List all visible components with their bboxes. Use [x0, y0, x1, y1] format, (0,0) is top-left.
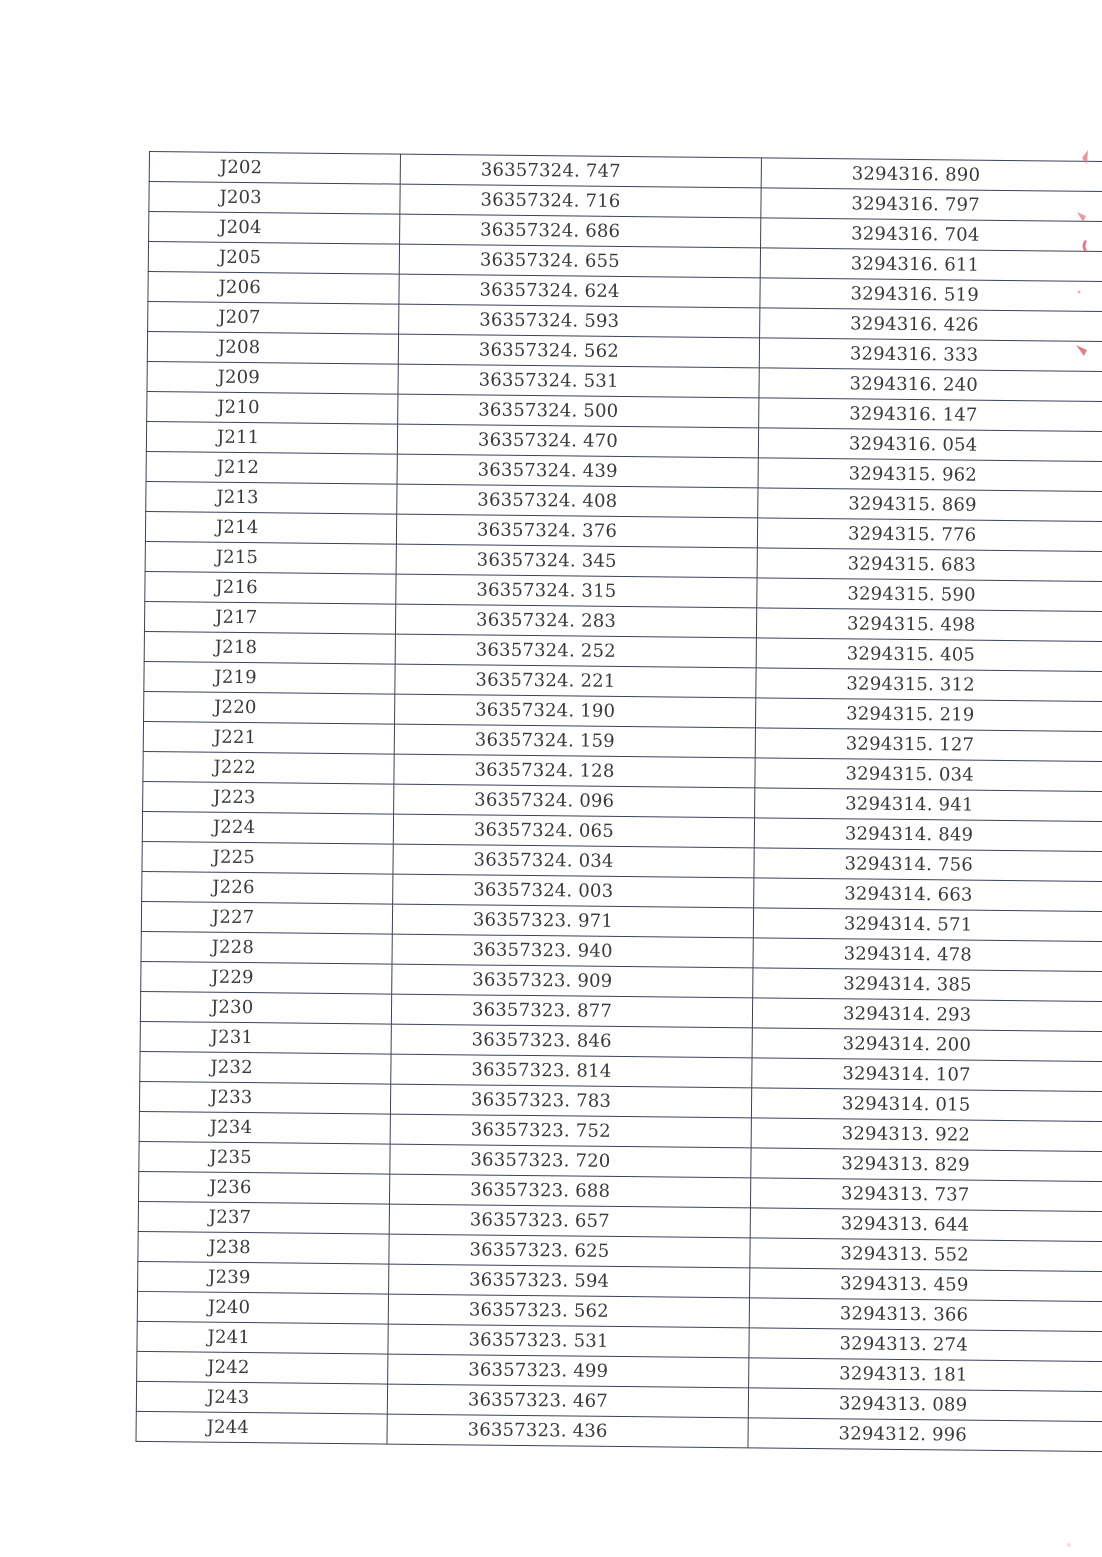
x-coordinate-cell: 36357324. 531 [398, 364, 759, 398]
x-coordinate-cell: 36357324. 283 [395, 604, 756, 638]
x-coordinate-cell: 36357324. 034 [393, 844, 754, 878]
y-coordinate-cell: 3294313. 274 [749, 1328, 1102, 1362]
y-coordinate-cell: 3294314. 385 [753, 968, 1102, 1002]
x-coordinate-cell: 36357324. 747 [400, 154, 761, 188]
point-id-cell: J238 [138, 1231, 389, 1264]
point-id-cell: J223 [143, 781, 394, 814]
point-id-cell: J233 [139, 1081, 390, 1114]
x-coordinate-cell: 36357324. 003 [393, 874, 754, 908]
point-id-cell: J244 [136, 1411, 387, 1444]
point-id-cell: J212 [146, 451, 397, 484]
x-coordinate-cell: 36357324. 686 [400, 214, 761, 248]
y-coordinate-cell: 3294314. 107 [752, 1058, 1102, 1092]
x-coordinate-cell: 36357324. 315 [396, 574, 757, 608]
point-id-cell: J225 [142, 841, 393, 874]
x-coordinate-cell: 36357323. 940 [392, 934, 753, 968]
x-coordinate-cell: 36357323. 499 [388, 1354, 749, 1388]
x-coordinate-cell: 36357324. 562 [398, 334, 759, 368]
x-coordinate-cell: 36357323. 625 [389, 1234, 750, 1268]
x-coordinate-cell: 36357323. 752 [390, 1114, 751, 1148]
x-coordinate-cell: 36357323. 531 [388, 1324, 749, 1358]
y-coordinate-cell: 3294314. 478 [753, 938, 1102, 972]
x-coordinate-cell: 36357324. 159 [394, 724, 755, 758]
x-coordinate-cell: 36357323. 814 [391, 1054, 752, 1088]
point-id-cell: J218 [144, 631, 395, 664]
point-id-cell: J206 [148, 271, 399, 304]
x-coordinate-cell: 36357323. 467 [387, 1384, 748, 1418]
point-id-cell: J210 [147, 391, 398, 424]
y-coordinate-cell: 3294314. 941 [755, 788, 1102, 822]
y-coordinate-cell: 3294316. 426 [760, 308, 1102, 342]
y-coordinate-cell: 3294313. 089 [748, 1388, 1102, 1422]
coordinate-table [135, 151, 1102, 1452]
y-coordinate-cell: 3294315. 869 [758, 488, 1102, 522]
y-coordinate-cell: 3294312. 996 [748, 1418, 1102, 1452]
point-id-cell: J203 [149, 182, 400, 215]
y-coordinate-cell: 3294315. 405 [756, 638, 1102, 672]
point-id-cell: J231 [140, 1021, 391, 1054]
y-coordinate-cell: 3294315. 219 [755, 698, 1102, 732]
x-coordinate-cell: 36357323. 562 [388, 1294, 749, 1328]
y-coordinate-cell: 3294313. 644 [750, 1208, 1102, 1242]
x-coordinate-cell: 36357324. 376 [396, 514, 757, 548]
point-id-cell: J240 [137, 1291, 388, 1324]
x-coordinate-cell: 36357323. 783 [390, 1084, 751, 1118]
coordinate-table-body [136, 152, 1102, 1452]
point-id-cell: J202 [149, 152, 400, 185]
y-coordinate-cell: 3294316. 240 [759, 368, 1102, 402]
x-coordinate-cell: 36357324. 190 [395, 694, 756, 728]
x-coordinate-cell: 36357324. 593 [399, 304, 760, 338]
x-coordinate-cell: 36357324. 500 [398, 394, 759, 428]
point-id-cell: J214 [145, 511, 396, 544]
point-id-cell: J219 [144, 661, 395, 694]
x-coordinate-cell: 36357324. 716 [400, 184, 761, 218]
x-coordinate-cell: 36357323. 688 [389, 1174, 750, 1208]
x-coordinate-cell: 36357323. 877 [391, 994, 752, 1028]
x-coordinate-cell: 36357324. 470 [397, 424, 758, 458]
y-coordinate-cell: 3294315. 590 [757, 578, 1102, 612]
y-coordinate-cell: 3294313. 366 [749, 1298, 1102, 1332]
x-coordinate-cell: 36357323. 436 [387, 1414, 748, 1448]
x-coordinate-cell: 36357324. 655 [399, 244, 760, 278]
point-id-cell: J228 [141, 931, 392, 964]
y-coordinate-cell: 3294314. 200 [752, 1028, 1102, 1062]
point-id-cell: J209 [147, 361, 398, 394]
point-id-cell: J221 [143, 721, 394, 754]
y-coordinate-cell: 3294314. 663 [754, 878, 1102, 912]
point-id-cell: J204 [149, 212, 400, 245]
y-coordinate-cell: 3294315. 776 [757, 518, 1102, 552]
point-id-cell: J211 [146, 421, 397, 454]
y-coordinate-cell: 3294316. 890 [761, 158, 1102, 192]
point-id-cell: J217 [144, 601, 395, 634]
y-coordinate-cell: 3294313. 552 [750, 1238, 1102, 1272]
x-coordinate-cell: 36357324. 439 [397, 454, 758, 488]
y-coordinate-cell: 3294316. 611 [760, 248, 1102, 282]
point-id-cell: J226 [142, 871, 393, 904]
x-coordinate-cell: 36357324. 345 [396, 544, 757, 578]
y-coordinate-cell: 3294314. 849 [754, 818, 1102, 852]
y-coordinate-cell: 3294313. 459 [750, 1268, 1102, 1302]
point-id-cell: J222 [143, 751, 394, 784]
x-coordinate-cell: 36357324. 096 [394, 784, 755, 818]
x-coordinate-cell: 36357324. 128 [394, 754, 755, 788]
x-coordinate-cell: 36357324. 221 [395, 664, 756, 698]
x-coordinate-cell: 36357323. 909 [392, 964, 753, 998]
point-id-cell: J241 [137, 1321, 388, 1354]
point-id-cell: J205 [148, 242, 399, 275]
y-coordinate-cell: 3294314. 015 [751, 1088, 1102, 1122]
y-coordinate-cell: 3294315. 127 [755, 728, 1102, 762]
y-coordinate-cell: 3294316. 704 [761, 218, 1102, 252]
y-coordinate-cell: 3294314. 293 [752, 998, 1102, 1032]
y-coordinate-cell: 3294316. 333 [759, 338, 1102, 372]
point-id-cell: J243 [136, 1381, 387, 1414]
point-id-cell: J213 [146, 481, 397, 514]
y-coordinate-cell: 3294315. 962 [758, 458, 1102, 492]
y-coordinate-cell: 3294316. 054 [758, 428, 1102, 462]
point-id-cell: J235 [139, 1141, 390, 1174]
y-coordinate-cell: 3294315. 312 [756, 668, 1102, 702]
point-id-cell: J230 [140, 991, 391, 1024]
point-id-cell: J220 [144, 691, 395, 724]
point-id-cell: J207 [148, 301, 399, 334]
point-id-cell: J208 [147, 331, 398, 364]
y-coordinate-cell: 3294315. 034 [755, 758, 1102, 792]
x-coordinate-cell: 36357323. 594 [389, 1264, 750, 1298]
point-id-cell: J215 [145, 541, 396, 574]
point-id-cell: J239 [138, 1261, 389, 1294]
point-id-cell: J229 [141, 961, 392, 994]
y-coordinate-cell: 3294313. 737 [750, 1178, 1102, 1212]
y-coordinate-cell: 3294313. 922 [751, 1118, 1102, 1152]
y-coordinate-cell: 3294315. 683 [757, 548, 1102, 582]
y-coordinate-cell: 3294315. 498 [756, 608, 1102, 642]
x-coordinate-cell: 36357323. 971 [392, 904, 753, 938]
y-coordinate-cell: 3294316. 797 [761, 188, 1102, 222]
point-id-cell: J234 [139, 1111, 390, 1144]
point-id-cell: J227 [141, 901, 392, 934]
x-coordinate-cell: 36357324. 065 [393, 814, 754, 848]
coordinate-table-wrapper [135, 151, 981, 1450]
x-coordinate-cell: 36357324. 624 [399, 274, 760, 308]
point-id-cell: J232 [140, 1051, 391, 1084]
point-id-cell: J237 [138, 1201, 389, 1234]
y-coordinate-cell: 3294316. 519 [760, 278, 1102, 312]
point-id-cell: J236 [138, 1171, 389, 1204]
x-coordinate-cell: 36357324. 408 [397, 484, 758, 518]
y-coordinate-cell: 3294314. 571 [753, 908, 1102, 942]
x-coordinate-cell: 36357323. 846 [391, 1024, 752, 1058]
x-coordinate-cell: 36357324. 252 [395, 634, 756, 668]
x-coordinate-cell: 36357323. 657 [389, 1204, 750, 1238]
y-coordinate-cell: 3294316. 147 [759, 398, 1102, 432]
point-id-cell: J216 [145, 571, 396, 604]
point-id-cell: J242 [137, 1351, 388, 1384]
point-id-cell: J224 [142, 811, 393, 844]
x-coordinate-cell: 36357323. 720 [390, 1144, 751, 1178]
y-coordinate-cell: 3294313. 829 [751, 1148, 1102, 1182]
y-coordinate-cell: 3294314. 756 [754, 848, 1102, 882]
y-coordinate-cell: 3294313. 181 [749, 1358, 1102, 1392]
